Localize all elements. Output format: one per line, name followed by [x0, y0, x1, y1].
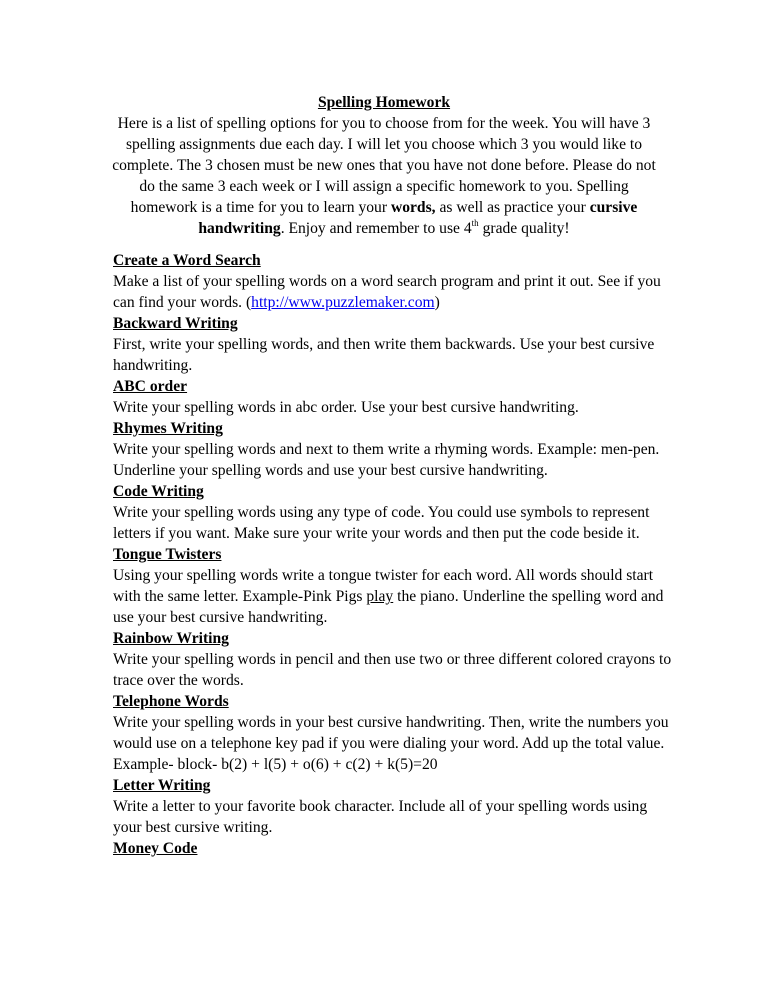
- section-heading: Code Writing: [113, 483, 204, 500]
- intro-bold-words: words,: [390, 199, 436, 216]
- section-heading: Letter Writing: [113, 777, 211, 794]
- options-list: [113, 250, 673, 859]
- intro-text-1: Here is a list of spelling options for you to choose from for the week. You will have 3 spelling assignments due each day. I will let you choose which 3 you would like to complete. The 3 chosen must be new ones that you have not done before. Please do not do the same 3 each week or I will assign a specific homework to you. Spelling homework is a time for you to learn your: [112, 115, 656, 216]
- section-heading: Money Code: [113, 840, 198, 857]
- page-title: Spelling Homework: [317, 94, 451, 111]
- section-text: Write your spelling words using any type of code. You could use symbols to represent letters if you want. Make sure your write your words and then put the code beside it.: [113, 504, 650, 542]
- intro-bold-cursive: cursive handwriting: [198, 199, 638, 237]
- section-heading: Create a Word Search: [113, 252, 261, 269]
- underlined-word: play: [366, 588, 394, 605]
- section-text-end: the piano. Underline the spelling word and use your best cursive handwriting.: [113, 588, 664, 626]
- section-heading: Rainbow Writing: [113, 630, 229, 647]
- section-rainbow-writing: [113, 628, 673, 691]
- section-text: First, write your spelling words, and then write them backwards. Use your best cursive handwriting.: [113, 336, 655, 374]
- section-text: Write a letter to your favorite book character. Include all of your spelling words using your best cursive writing.: [113, 798, 648, 836]
- section-example: Example- block- b(2) + l(5) + o(6) + c(2) + k(5)=20: [113, 756, 438, 773]
- section-letter-writing: [113, 775, 673, 838]
- section-tongue-twisters: [113, 544, 673, 628]
- intro-paragraph: [108, 113, 660, 239]
- intro-text-4: grade quality!: [478, 220, 570, 237]
- intro-block: [108, 92, 660, 239]
- section-heading: Rhymes Writing: [113, 420, 223, 437]
- section-text: Write your spelling words in abc order. Use your best cursive handwriting.: [113, 399, 579, 416]
- section-heading: ABC order: [113, 378, 188, 395]
- puzzlemaker-link[interactable]: http://www.puzzlemaker.com: [251, 294, 435, 311]
- section-text-body: Make a list of your spelling words on a word search program and print it out. See if you can find your words. (: [113, 273, 661, 311]
- section-abc-order: [113, 376, 673, 418]
- section-text: Write your spelling words in pencil and then use two or three different colored crayons to trace over the words.: [113, 651, 672, 689]
- section-rhymes-writing: [113, 418, 673, 481]
- section-code-writing: [113, 481, 673, 544]
- section-telephone-words: [113, 691, 673, 775]
- section-text: [113, 271, 673, 313]
- section-heading: Tongue Twisters: [113, 546, 222, 563]
- section-text: Write your spelling words in your best cursive handwriting. Then, write the numbers you would use on a telephone key pad if you were dialing your word. Add up the total value.: [113, 714, 669, 752]
- intro-superscript: th: [471, 217, 479, 228]
- section-text: [113, 565, 673, 628]
- section-money-code: [113, 838, 673, 859]
- intro-text-3: . Enjoy and remember to use 4: [280, 220, 472, 237]
- section-heading: Telephone Words: [113, 693, 229, 710]
- section-text-body: Using your spelling words write a tongue twister for each word. All words should start with the same letter. Example-Pink Pigs: [113, 567, 654, 605]
- section-heading: Backward Writing: [113, 315, 238, 332]
- section-word-search: [113, 250, 673, 313]
- section-backward-writing: [113, 313, 673, 376]
- intro-text-2: as well as practice your: [435, 199, 590, 216]
- section-text: Write your spelling words and next to them write a rhyming words. Example: men-pen. Underline your spelling words and use your best cursive handwriting.: [113, 441, 660, 479]
- section-text-end: ): [434, 294, 440, 311]
